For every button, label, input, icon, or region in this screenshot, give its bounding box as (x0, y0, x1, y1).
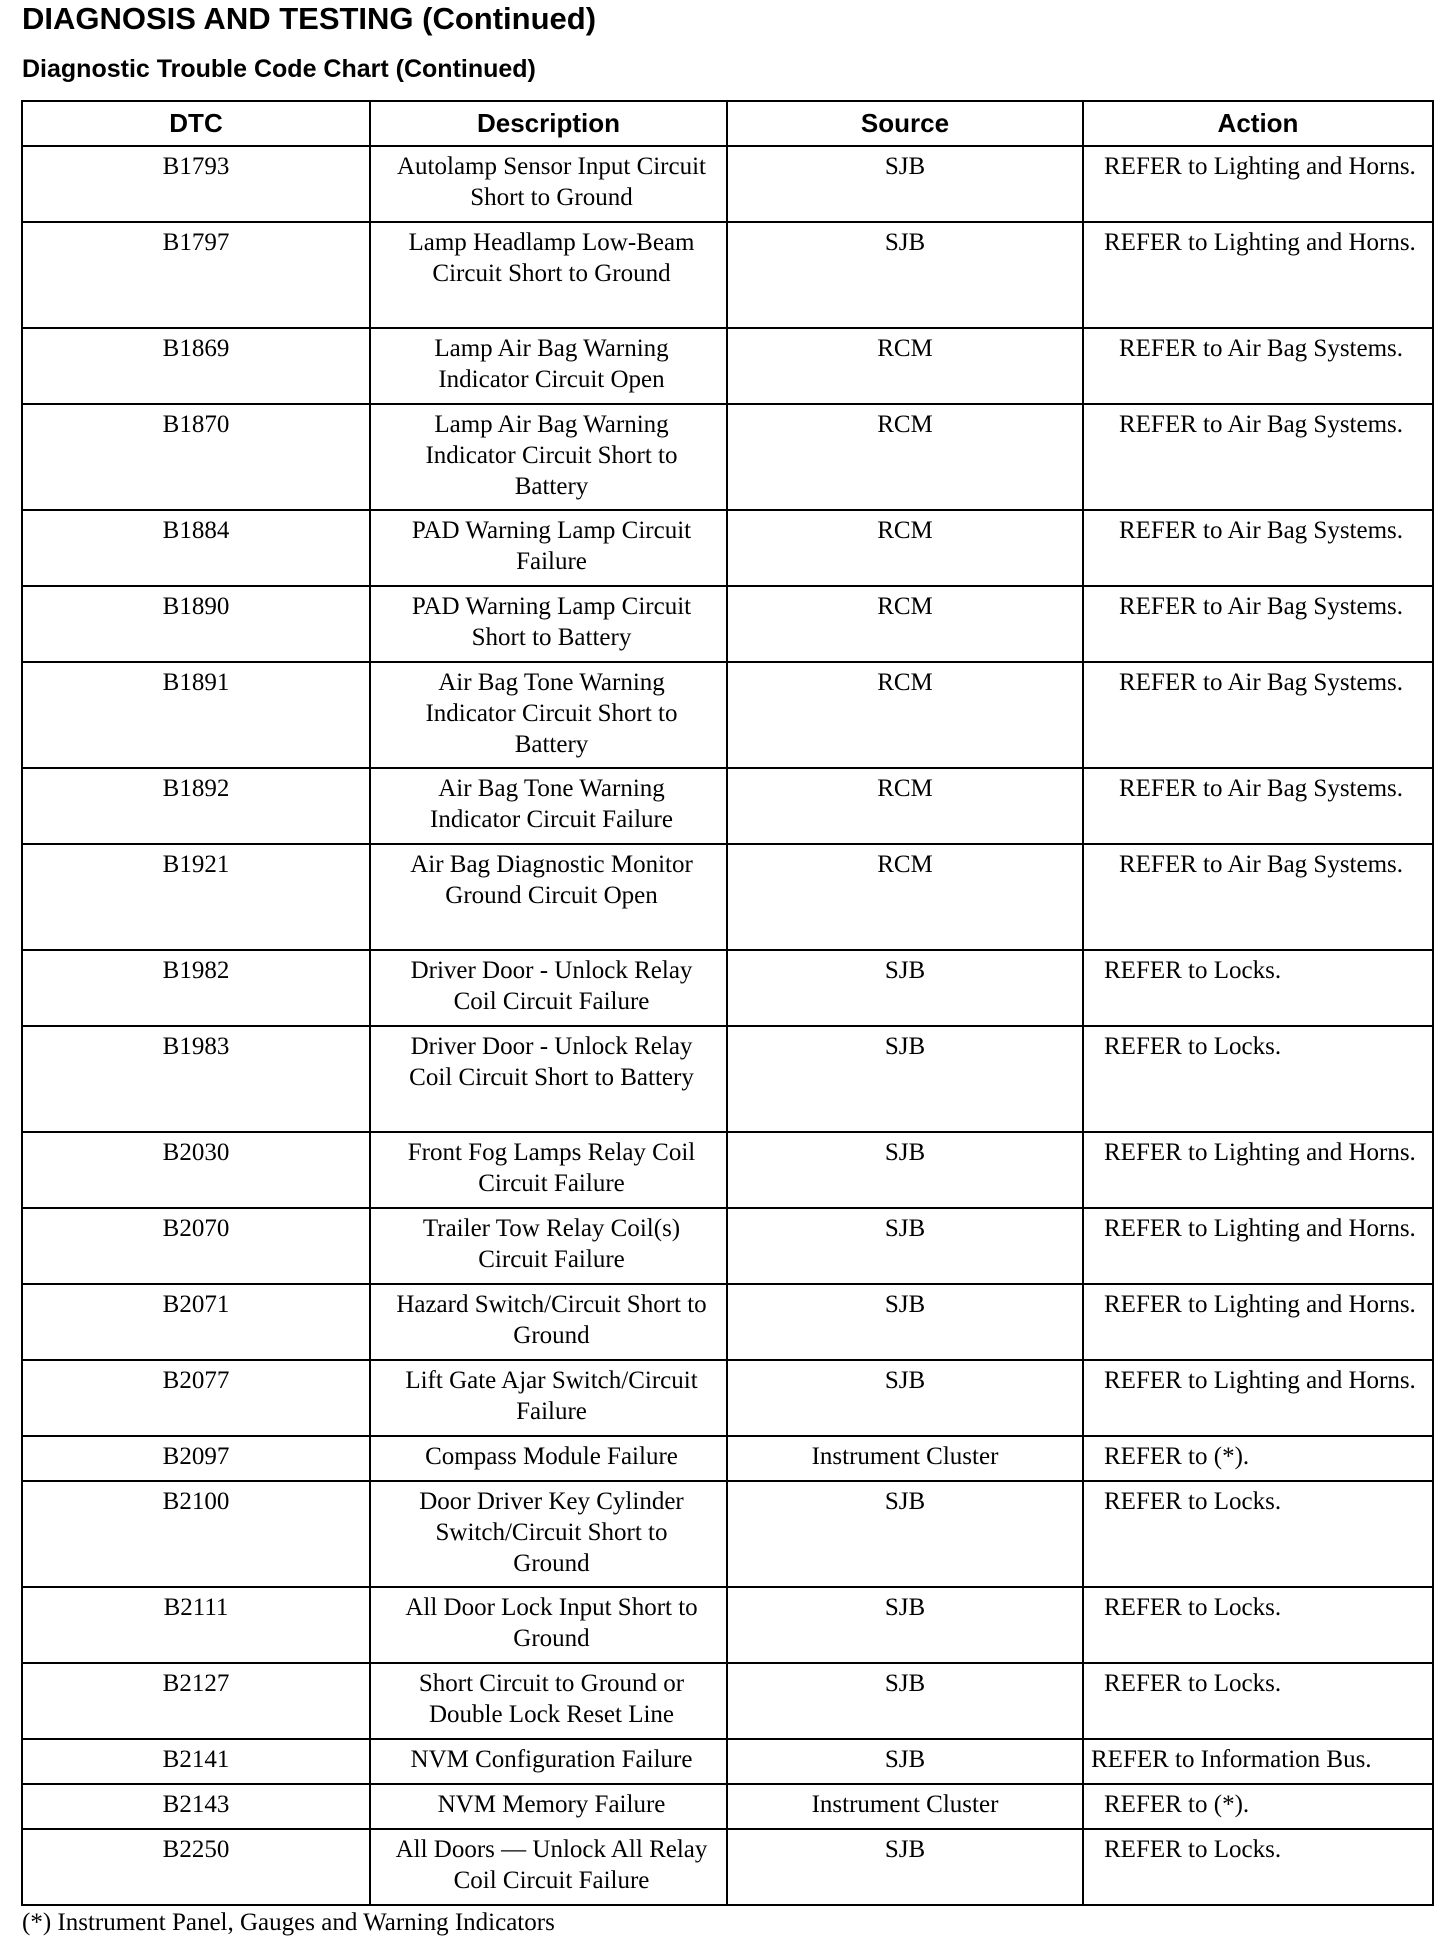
table-row (22, 1026, 1433, 1132)
dtc-cell: B1884 (22, 510, 370, 586)
source-cell: RCM (727, 662, 1083, 768)
dtc-cell: B2077 (22, 1360, 370, 1436)
description-cell: Air Bag Diagnostic Monitor Ground Circuit Open (370, 844, 727, 950)
dtc-cell: B1797 (22, 222, 370, 328)
description-cell: Front Fog Lamps Relay Coil Circuit Failure (370, 1132, 727, 1208)
dtc-cell: B1890 (22, 586, 370, 662)
description-cell: All Door Lock Input Short to Ground (370, 1587, 727, 1663)
description-cell: All Doors — Unlock All Relay Coil Circuit Failure (370, 1829, 727, 1905)
source-cell: SJB (727, 1739, 1083, 1784)
action-cell: REFER to (*). (1083, 1784, 1433, 1829)
description-cell: Air Bag Tone Warning Indicator Circuit Failure (370, 768, 727, 844)
action-cell: REFER to Lighting and Horns. (1083, 1132, 1433, 1208)
description-cell: Door Driver Key Cylinder Switch/Circuit Short to Ground (370, 1481, 727, 1587)
source-cell: RCM (727, 768, 1083, 844)
dtc-cell: B2250 (22, 1829, 370, 1905)
table-row (22, 844, 1433, 950)
dtc-cell: B2070 (22, 1208, 370, 1284)
table-row (22, 1436, 1433, 1481)
action-cell: REFER to Locks. (1083, 1829, 1433, 1905)
action-cell: REFER to Lighting and Horns. (1083, 222, 1433, 328)
action-cell: REFER to Locks. (1083, 1663, 1433, 1739)
description-cell: Compass Module Failure (370, 1436, 727, 1481)
action-cell: REFER to Locks. (1083, 1481, 1433, 1587)
column-header-dtc: DTC (22, 101, 370, 146)
page-title: DIAGNOSIS AND TESTING (Continued) (22, 1, 597, 36)
dtc-cell: B2071 (22, 1284, 370, 1360)
action-cell: REFER to Air Bag Systems. (1083, 510, 1433, 586)
source-cell: Instrument Cluster (727, 1784, 1083, 1829)
source-cell: SJB (727, 1026, 1083, 1132)
table-row (22, 1208, 1433, 1284)
description-cell: NVM Memory Failure (370, 1784, 727, 1829)
column-header-description: Description (370, 101, 727, 146)
table-row (22, 586, 1433, 662)
table-row (22, 1284, 1433, 1360)
dtc-cell: B2100 (22, 1481, 370, 1587)
action-cell: REFER to Lighting and Horns. (1083, 1360, 1433, 1436)
dtc-cell: B1869 (22, 328, 370, 404)
action-cell: REFER to Air Bag Systems. (1083, 844, 1433, 950)
description-cell: Trailer Tow Relay Coil(s) Circuit Failure (370, 1208, 727, 1284)
table-row (22, 1587, 1433, 1663)
action-cell: REFER to (*). (1083, 1436, 1433, 1481)
action-cell: REFER to Locks. (1083, 1026, 1433, 1132)
footnote: (*) Instrument Panel, Gauges and Warning Indicators (22, 1909, 555, 1936)
table-header-row (22, 101, 1433, 146)
description-cell: PAD Warning Lamp Circuit Failure (370, 510, 727, 586)
column-header-action: Action (1083, 101, 1433, 146)
description-cell: Short Circuit to Ground or Double Lock Reset Line (370, 1663, 727, 1739)
source-cell: Instrument Cluster (727, 1436, 1083, 1481)
dtc-cell: B1870 (22, 404, 370, 510)
description-cell: NVM Configuration Failure (370, 1739, 727, 1784)
dtc-cell: B1982 (22, 950, 370, 1026)
action-cell: REFER to Lighting and Horns. (1083, 146, 1433, 222)
source-cell: SJB (727, 950, 1083, 1026)
action-cell: REFER to Lighting and Horns. (1083, 1208, 1433, 1284)
description-cell: Driver Door - Unlock Relay Coil Circuit Short to Battery (370, 1026, 727, 1132)
table-row (22, 1829, 1433, 1905)
table-row (22, 510, 1433, 586)
column-header-source: Source (727, 101, 1083, 146)
table-row (22, 1360, 1433, 1436)
description-cell: Lamp Air Bag Warning Indicator Circuit Short to Battery (370, 404, 727, 510)
description-cell: Lift Gate Ajar Switch/Circuit Failure (370, 1360, 727, 1436)
dtc-cell: B2141 (22, 1739, 370, 1784)
action-cell: REFER to Lighting and Horns. (1083, 1284, 1433, 1360)
table-row (22, 662, 1433, 768)
source-cell: SJB (727, 1587, 1083, 1663)
dtc-cell: B2030 (22, 1132, 370, 1208)
action-cell: REFER to Information Bus. (1083, 1739, 1433, 1784)
source-cell: SJB (727, 1208, 1083, 1284)
source-cell: SJB (727, 1663, 1083, 1739)
dtc-cell: B2143 (22, 1784, 370, 1829)
source-cell: RCM (727, 404, 1083, 510)
table-row (22, 222, 1433, 328)
dtc-table (21, 100, 1434, 1906)
description-cell: Lamp Air Bag Warning Indicator Circuit Open (370, 328, 727, 404)
description-cell: Air Bag Tone Warning Indicator Circuit Short to Battery (370, 662, 727, 768)
action-cell: REFER to Air Bag Systems. (1083, 662, 1433, 768)
source-cell: SJB (727, 1829, 1083, 1905)
table-row (22, 1739, 1433, 1784)
source-cell: SJB (727, 1284, 1083, 1360)
table-row (22, 1481, 1433, 1587)
description-cell: Hazard Switch/Circuit Short to Ground (370, 1284, 727, 1360)
source-cell: SJB (727, 1132, 1083, 1208)
action-cell: REFER to Air Bag Systems. (1083, 768, 1433, 844)
table-row (22, 1784, 1433, 1829)
source-cell: SJB (727, 1481, 1083, 1587)
source-cell: RCM (727, 586, 1083, 662)
source-cell: SJB (727, 146, 1083, 222)
description-cell: Driver Door - Unlock Relay Coil Circuit Failure (370, 950, 727, 1026)
source-cell: RCM (727, 510, 1083, 586)
dtc-cell: B1892 (22, 768, 370, 844)
dtc-cell: B2097 (22, 1436, 370, 1481)
action-cell: REFER to Air Bag Systems. (1083, 328, 1433, 404)
description-cell: Autolamp Sensor Input Circuit Short to Ground (370, 146, 727, 222)
source-cell: SJB (727, 1360, 1083, 1436)
description-cell: PAD Warning Lamp Circuit Short to Battery (370, 586, 727, 662)
table-row (22, 328, 1433, 404)
table-row (22, 768, 1433, 844)
source-cell: SJB (727, 222, 1083, 328)
dtc-cell: B1921 (22, 844, 370, 950)
table-row (22, 1132, 1433, 1208)
source-cell: RCM (727, 328, 1083, 404)
table-row (22, 1663, 1433, 1739)
table-title: Diagnostic Trouble Code Chart (Continued) (22, 55, 536, 83)
action-cell: REFER to Locks. (1083, 950, 1433, 1026)
description-cell: Lamp Headlamp Low-Beam Circuit Short to Ground (370, 222, 727, 328)
dtc-cell: B1983 (22, 1026, 370, 1132)
table-row (22, 950, 1433, 1026)
table-row (22, 146, 1433, 222)
table-row (22, 404, 1433, 510)
dtc-cell: B2127 (22, 1663, 370, 1739)
action-cell: REFER to Air Bag Systems. (1083, 404, 1433, 510)
dtc-cell: B1793 (22, 146, 370, 222)
action-cell: REFER to Air Bag Systems. (1083, 586, 1433, 662)
dtc-cell: B2111 (22, 1587, 370, 1663)
source-cell: RCM (727, 844, 1083, 950)
action-cell: REFER to Locks. (1083, 1587, 1433, 1663)
dtc-cell: B1891 (22, 662, 370, 768)
